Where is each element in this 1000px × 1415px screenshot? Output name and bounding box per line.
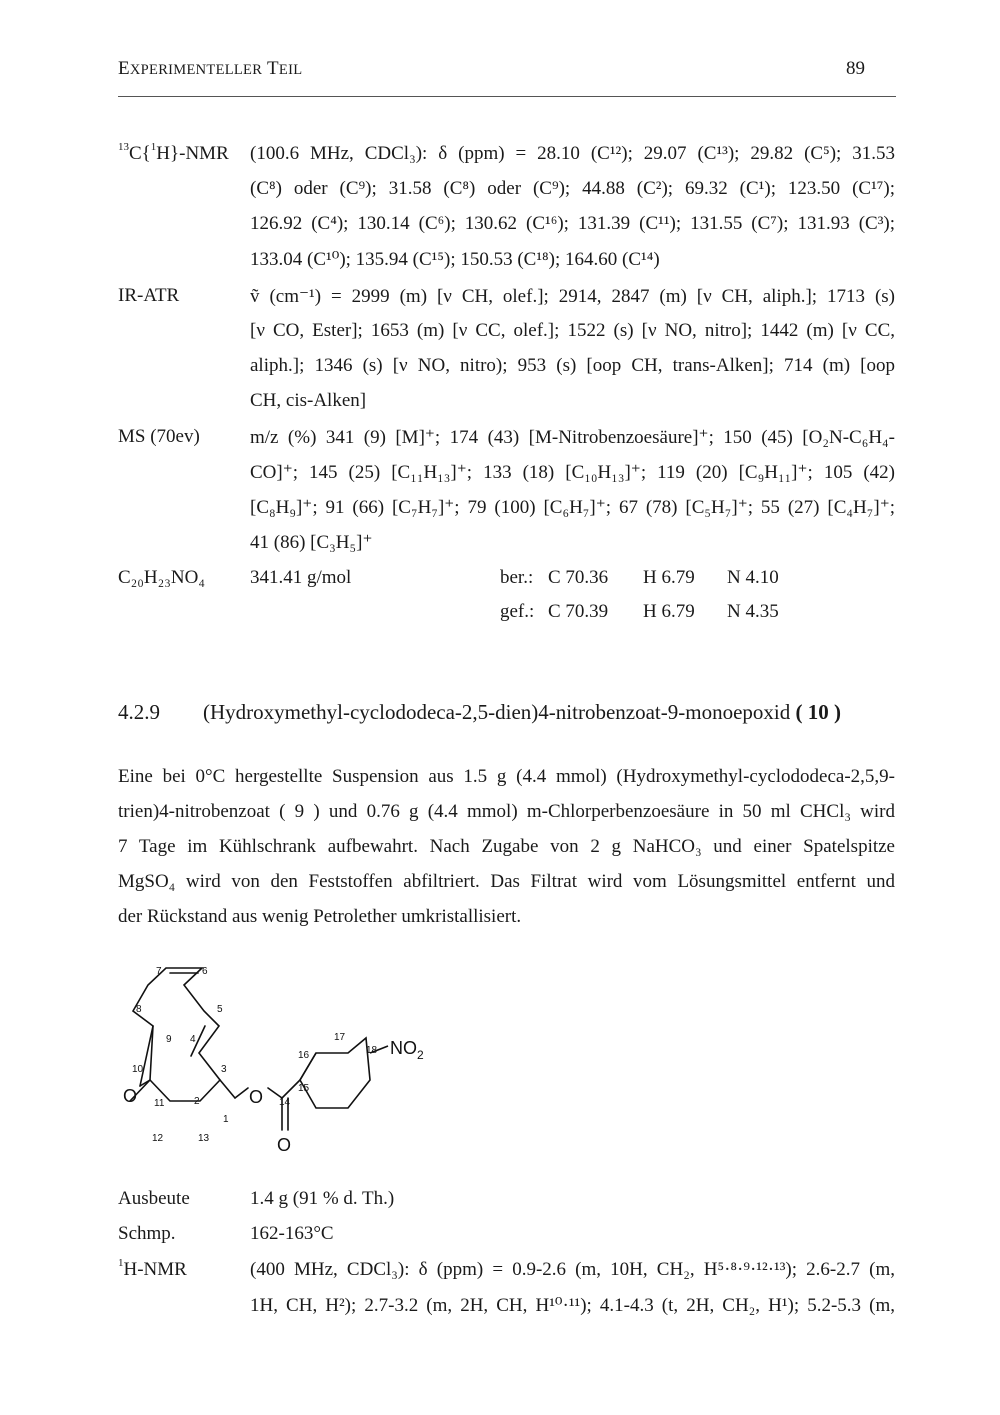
ir-line: [ν CO, Ester]; 1653 (m) [ν CC, olef.]; 1522 (s) [ν NO, nitro]; 1442 (m) [ν CC, bbox=[250, 320, 895, 341]
found-label: gef.: bbox=[500, 601, 535, 622]
atom-label: 5 bbox=[217, 1004, 223, 1015]
chemical-structure bbox=[118, 958, 458, 1158]
header-word-1-rest: XPERIMENTELLER bbox=[129, 62, 263, 78]
calc-c: C 70.36 bbox=[548, 567, 609, 588]
atom-label: 12 bbox=[152, 1133, 164, 1144]
procedure-line: trien)4-nitrobenzoat ( 9 ) und 0.76 g (4.4 mmol) m-Chlorperbenzoesäure in 50 ml CHCl₃ wird bbox=[118, 801, 895, 822]
epoxide-oxygen: O bbox=[123, 1086, 138, 1106]
procedure-line: Eine bei 0°C hergestellte Suspension aus 1.5 g (4.4 mmol) (Hydroxymethyl-cyclododeca-2,5,9- bbox=[118, 766, 895, 787]
procedure-line: MgSO₄ wird von den Feststoffen abfiltriert. Das Filtrat wird vom Lösungsmittel entfernt und bbox=[118, 871, 895, 892]
atom-label: 15 bbox=[298, 1083, 310, 1094]
header-word-2-initial: T bbox=[267, 58, 279, 79]
found-n: N 4.35 bbox=[727, 601, 779, 622]
melting-point-value: 162-163°C bbox=[250, 1223, 334, 1244]
atom-label: 14 bbox=[279, 1097, 291, 1108]
heteroatoms bbox=[123, 1038, 424, 1155]
procedure-line: der Rückstand aus wenig Petrolether umkristallisiert. bbox=[118, 906, 522, 927]
header-rule bbox=[118, 96, 896, 97]
ms-line: 41 (86) [C₃H₅]⁺ bbox=[250, 532, 373, 553]
yield-label: Ausbeute bbox=[118, 1188, 190, 1209]
atom-label: 17 bbox=[334, 1032, 346, 1043]
molecular-formula: C₂₀H₂₃NO₄ bbox=[118, 567, 205, 588]
ms-line: [C₈H₉]⁺; 91 (66) [C₇H₇]⁺; 79 (100) [C₆H₇]⁺; 67 (78) [C₅H₇]⁺; 55 (27) [C₄H₇]⁺; bbox=[250, 497, 895, 518]
atom-label: 6 bbox=[202, 966, 208, 977]
atom-label: 11 bbox=[154, 1098, 165, 1109]
molar-mass: 341.41 g/mol bbox=[250, 567, 352, 588]
c13-nmr-label: $^{13}$C{$^1$H}-NMR bbox=[118, 141, 229, 164]
c13-nmr-line: (100.6 MHz, CDCl₃): δ (ppm) = 28.10 (C¹²); 29.07 (C¹³); 29.82 (C⁵); 31.53 bbox=[250, 143, 895, 164]
h1-nmr-line: 1H, CH, H²); 2.7-3.2 (m, 2H, CH, H¹⁰·¹¹); 4.1-4.3 (t, 2H, CH₂, H¹); 5.2-5.3 (m, bbox=[250, 1295, 895, 1316]
page-number: 89 bbox=[846, 58, 865, 79]
ester-oxygen: O bbox=[249, 1087, 264, 1107]
h1-nmr-line: (400 MHz, CDCl₃): δ (ppm) = 0.9-2.6 (m, 10H, CH₂, H⁵·⁸·⁹·¹²·¹³); 2.6-2.7 (m, bbox=[250, 1259, 895, 1280]
atom-label: 16 bbox=[298, 1050, 310, 1061]
found-c: C 70.39 bbox=[548, 601, 609, 622]
atom-label: 4 bbox=[190, 1034, 196, 1045]
ms-line: m/z (%) 341 (9) [M]⁺; 174 (43) [M-Nitrobenzoesäure]⁺; 150 (45) [O₂N-C₆H₄- bbox=[250, 427, 895, 448]
ir-line: CH, cis-Alken] bbox=[250, 390, 367, 411]
header-word-2-rest: EIL bbox=[278, 62, 303, 78]
c13-nmr-line: 126.92 (C⁴); 130.14 (C⁶); 130.62 (C¹⁶); 131.39 (C¹¹); 131.55 (C⁷); 131.93 (C³); bbox=[250, 213, 895, 234]
atom-label: 7 bbox=[156, 966, 162, 977]
header-word-1-initial: E bbox=[118, 58, 130, 79]
calc-n: N 4.10 bbox=[727, 567, 779, 588]
section-title: (Hydroxymethyl-cyclododeca-2,5-dien)4-nitrobenzoat-9-monoepoxid ( 10 ) bbox=[203, 700, 841, 724]
ir-line: ṽ (cm⁻¹) = 2999 (m) [ν CH, olef.]; 2914, 2847 (m) [ν CH, aliph.]; 1713 (s) bbox=[250, 286, 895, 307]
found-h: H 6.79 bbox=[643, 601, 695, 622]
h1-nmr-label: $^1$H-NMR bbox=[118, 1257, 187, 1280]
ir-line: aliph.]; 1346 (s) [ν NO, nitro); 953 (s) [oop CH, trans-Alken]; 714 (m) [oop bbox=[250, 355, 895, 376]
atom-label: 3 bbox=[221, 1064, 227, 1075]
calc-label: ber.: bbox=[500, 567, 534, 588]
melting-point-label: Schmp. bbox=[118, 1223, 176, 1244]
atom-label: 9 bbox=[166, 1034, 172, 1045]
atom-label: 13 bbox=[198, 1133, 210, 1144]
ir-label: IR-ATR bbox=[118, 285, 180, 306]
ms-label: MS (70ev) bbox=[118, 426, 200, 447]
atom-label: 18 bbox=[366, 1045, 378, 1056]
atom-label: 2 bbox=[194, 1096, 200, 1107]
ms-line: CO]⁺; 145 (25) [C₁₁H₁₃]⁺; 133 (18) [C₁₀H₁₃]⁺; 119 (20) [C₉H₁₁]⁺; 105 (42) bbox=[250, 462, 895, 483]
atom-label: 1 bbox=[223, 1114, 229, 1125]
atom-label: 10 bbox=[132, 1064, 144, 1075]
nitro-group: $NO_2$ bbox=[390, 1038, 424, 1062]
yield-value: 1.4 g (91 % d. Th.) bbox=[250, 1188, 395, 1209]
procedure-line: 7 Tage im Kühlschrank aufbewahrt. Nach Zugabe von 2 g NaHCO₃ und einer Spatelspitze bbox=[118, 836, 895, 857]
carbonyl-oxygen: O bbox=[277, 1135, 292, 1155]
section-number: 4.2.9 bbox=[118, 700, 160, 724]
c13-nmr-line: (C⁸) oder (C⁹); 31.58 (C⁸) oder (C⁹); 44.88 (C²); 69.32 (C¹); 123.50 (C¹⁷); bbox=[250, 178, 895, 199]
calc-h: H 6.79 bbox=[643, 567, 695, 588]
running-header bbox=[118, 58, 302, 80]
atom-label: 8 bbox=[136, 1004, 142, 1015]
c13-nmr-line: 133.04 (C¹⁰); 135.94 (C¹⁵); 150.53 (C¹⁸); 164.60 (C¹⁴) bbox=[250, 249, 660, 270]
atom-labels bbox=[132, 966, 378, 1144]
